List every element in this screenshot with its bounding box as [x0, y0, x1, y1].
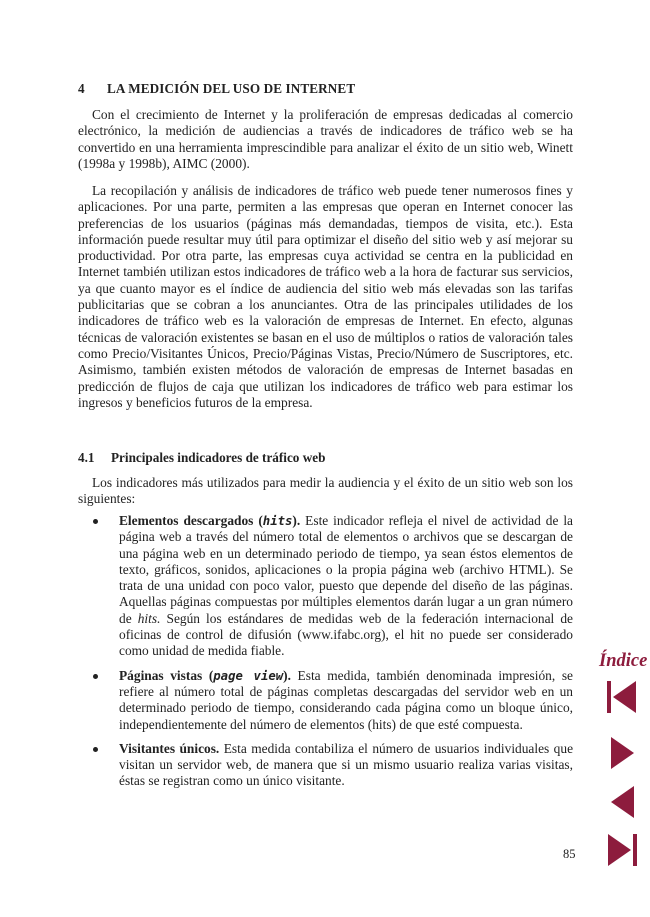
bar-icon: [607, 681, 611, 713]
index-link[interactable]: Índice: [599, 651, 648, 671]
list-item: [78, 513, 573, 660]
triangle-right-icon: [611, 737, 634, 769]
bullet-text: Esta medida, también denominada impresión, se refiere al número total de páginas completas descargadas del servidor web en un determinado periodo de tiempo, considerando cada página como un bloque único, independientemente del número de elementos (hits) de que esté compuesta.: [119, 667, 573, 732]
section-number: 4: [78, 81, 85, 96]
bullet-term: Páginas vistas (: [119, 667, 214, 683]
bullet-icon: [93, 519, 98, 524]
section-heading: [78, 81, 355, 97]
bullet-term-end: ).: [283, 667, 291, 683]
bullet-icon: [93, 747, 98, 752]
subsection-title: Principales indicadores de tráfico web: [111, 450, 326, 465]
bullet-english-term: page view: [213, 668, 284, 683]
paragraph-1: Con el crecimiento de Internet y la proliferación de empresas dedicadas al comercio electrónico, la medición de audiencias a través de indicadores de tráfico web se ha convertido en una herramienta imprescindible para analizar el éxito de un sitio web, Winett (1998a y 1998b), AIMC (2000).: [78, 107, 573, 171]
paragraph-2: La recopilación y análisis de indicadores de tráfico web puede tener numerosos fines y aplicaciones. Por una parte, permiten a las empresas que operan en Internet conocer las preferencias de los usuarios (páginas más demandadas, tiempos de visita, etc.). Esta información puede resultar muy útil para optimizar el diseño del sitio web y así mejorar su productividad. Por otra parte, las empresas cuya actividad se centra en la publicidad en Internet también utilizan estos indicadores de tráfico web a la hora de facturar sus servicios, ya que cuanto mayor es el índice de audiencia del sitio web más elevadas son las tarifas publicitarias que se cobran a los anunciantes. Otra de las principales utilidades de los indicadores de tráfico web es la valoración de empresas de Internet. En efecto, algunas técnicas de valoración existentes se basan en el uso de múltiplos o ratios de valoración tales como Precio/Visitantes Únicos, Precio/Páginas Vistas, Precio/Número de Suscriptores, etc. Asimismo, también existen métodos de valoración de empresas de Internet basadas en predicción de flujos de caja que utilizan los indicadores de tráfico web para estimar los ingresos y beneficios futuros de la empresa.: [78, 183, 573, 410]
list-item: [78, 741, 573, 790]
bullet-text: Este indicador refleja el nivel de actividad de la página web a través del número total de elementos o archivos que se descargan de una página web en un determinado periodo de tiempo, ya sean éstos elementos de texto, gráficos, sonidos, aplicaciones o la propia página web (archivo HTML). Se trata de una unidad con poco valor, puesto que depende del diseño de las páginas. Aquellas páginas compuestas por múltiples elementos darán lugar a un gran número de: [119, 513, 574, 626]
subsection-number: 4.1: [78, 450, 95, 465]
triangle-left-icon: [613, 681, 636, 713]
bullet-term: Elementos descargados (: [119, 513, 263, 528]
next-page-button[interactable]: [605, 735, 639, 771]
bullet-text-end: Según los estándares de medidas web de la federación internacional de oficinas de control de difusión (www.ifabc.org), el hit no puede ser considerado como unidad de medida fiable.: [119, 610, 573, 659]
bullet-italic: hits.: [137, 610, 161, 626]
bullet-english-term: hits: [262, 514, 293, 528]
subsection-heading: [78, 450, 325, 466]
bar-icon: [633, 834, 637, 866]
page-number: 85: [563, 847, 576, 861]
previous-page-button[interactable]: [605, 784, 639, 820]
triangle-right-icon: [608, 834, 631, 866]
indicator-list: [78, 513, 573, 798]
first-page-button[interactable]: [605, 679, 639, 715]
triangle-left-icon: [611, 786, 634, 818]
bullet-icon: [93, 674, 98, 679]
last-page-button[interactable]: [605, 832, 639, 868]
section-title: LA MEDICIÓN DEL USO DE INTERNET: [107, 81, 356, 96]
list-item: [78, 668, 573, 733]
bullet-term: Visitantes únicos.: [119, 740, 220, 756]
bullet-text: Esta medida contabiliza el número de usuarios individuales que visitan un servidor web, de manera que si un mismo usuario realiza varias visitas, éstas se registran como un único visitante.: [119, 740, 574, 789]
intro-paragraph: Los indicadores más utilizados para medir la audiencia y el éxito de un sitio web son los siguientes:: [78, 475, 573, 507]
bullet-term-end: ).: [292, 513, 301, 528]
